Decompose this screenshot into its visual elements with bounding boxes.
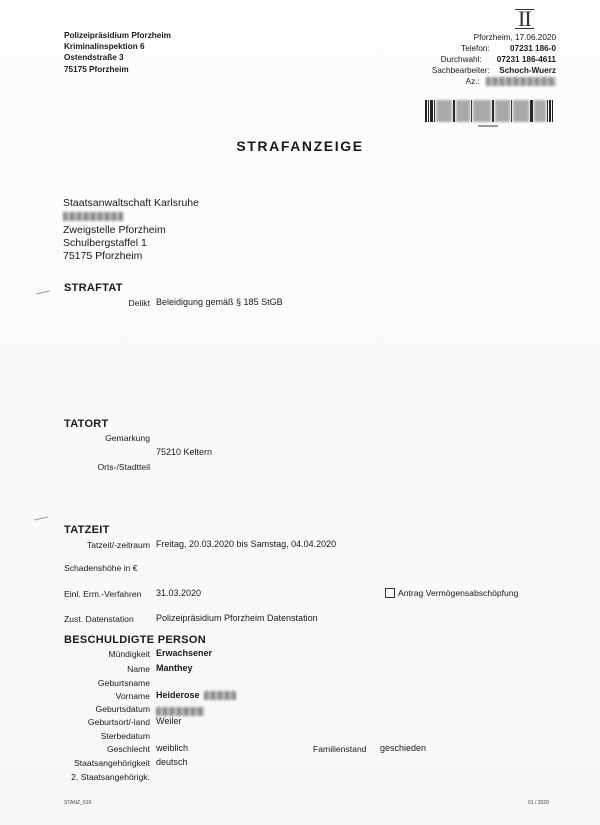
- geschlecht-label: Geschlecht: [107, 744, 150, 754]
- az-label: Az.:: [465, 77, 480, 86]
- sachbearbeiter-label: Sachbearbeiter:: [431, 66, 490, 75]
- ermittlungsverfahren-label: Einl. Erm.-Verfahren: [64, 589, 142, 599]
- geschlecht-value: weiblich: [156, 743, 189, 753]
- vorname-label: Vorname: [115, 691, 150, 701]
- tatzeit-label: Tatzeit/-zeitraum: [86, 540, 150, 550]
- recipient-line-redacted: [63, 210, 199, 223]
- form-id: STANZ_019: [64, 800, 92, 806]
- sterbedatum-label: Sterbedatum: [100, 731, 150, 741]
- redacted-vorname-part: [204, 691, 236, 700]
- durchwahl-label: Durchwahl:: [440, 55, 482, 64]
- telefon-label: Telefon:: [461, 44, 490, 53]
- muendigkeit-label: Mündigkeit: [108, 649, 150, 659]
- place-date: Pforzheim, 17.06.2020: [473, 33, 556, 42]
- familienstand-label: Familienstand: [313, 744, 367, 754]
- scan-mark: [36, 291, 50, 295]
- sender-line: 75175 Pforzheim: [64, 64, 129, 74]
- sachbearbeiter-value: Schoch-Wuerz: [499, 66, 556, 75]
- section-heading-tatzeit: TATZEIT: [64, 524, 110, 536]
- section-heading-beschuldigte: BESCHULDIGTE PERSON: [64, 634, 206, 646]
- staatsangehoerigkeit-value: deutsch: [156, 757, 188, 767]
- section-heading-tatort: TATORT: [64, 418, 109, 430]
- geburtsort-value: Weiler: [156, 716, 182, 726]
- datenstation-label: Zust. Datenstation: [64, 614, 134, 624]
- name-label: Name: [127, 664, 150, 674]
- recipient-line: Schulbergstaffel 1: [63, 236, 147, 249]
- staatsangehoerigkeit-label: Staatsangehörigkeit: [74, 758, 150, 768]
- barcode-redacted: [425, 100, 555, 122]
- familienstand-value: geschieden: [380, 743, 427, 753]
- barcode-caption: [478, 125, 498, 127]
- gemarkung-label: Gemarkung: [105, 433, 150, 443]
- gemarkung-value: 75210 Keltern: [156, 447, 213, 457]
- geburtsdatum-label: Geburtsdatum: [95, 704, 150, 714]
- zweite-staatsangehoerigkeit-label: 2. Staatsangehörigk.: [71, 772, 150, 782]
- telefon-value: 07231 186-0: [510, 44, 556, 53]
- delikt-label: Delikt: [128, 298, 150, 308]
- delikt-value: Beleidigung gemäß § 185 StGB: [156, 297, 283, 307]
- scan-mark: [34, 517, 48, 521]
- recipient-address: [63, 197, 199, 263]
- name-value: Manthey: [156, 663, 193, 673]
- redacted-az: [486, 77, 556, 86]
- vermoegensabschoepfung-checkbox[interactable]: [385, 588, 395, 598]
- handwritten-roman-numeral: II: [515, 6, 534, 32]
- datenstation-value: Polizeipräsidium Pforzheim Datenstation: [156, 613, 318, 623]
- geburtsort-label: Geburtsort/-land: [87, 717, 150, 727]
- tatzeit-value: Freitag, 20.03.2020 bis Samstag, 04.04.2020: [156, 539, 337, 549]
- sender-address: [64, 30, 171, 75]
- sender-line: Polizeipräsidium Pforzheim: [64, 31, 171, 40]
- recipient-line: Zweigstelle Pforzheim: [63, 223, 166, 236]
- ortsteil-label: Orts-/Stadtteil: [97, 462, 150, 472]
- ermittlungsverfahren-value: 31.03.2020: [156, 588, 202, 598]
- schadenshoehe-label: Schadenshöhe in €: [64, 563, 138, 573]
- form-version: 01 / 2020: [528, 800, 549, 806]
- section-heading-straftat: STRAFTAT: [64, 282, 123, 294]
- sender-line: Kriminalinspektion 6: [64, 42, 145, 52]
- vorname-value: Heiderose: [156, 690, 236, 700]
- muendigkeit-value: Erwachsener: [156, 648, 213, 658]
- sender-line: Ostendstraße 3: [64, 53, 124, 63]
- document-title: STRAFANZEIGE: [236, 138, 364, 154]
- geburtsname-label: Geburtsname: [97, 678, 150, 688]
- recipient-line: 75175 Pforzheim: [63, 250, 143, 263]
- durchwahl-value: 07231 186-4611: [496, 55, 556, 64]
- header-contact-block: [380, 32, 556, 92]
- recipient-line: Staatsanwaltschaft Karlsruhe: [63, 197, 199, 209]
- vermoegensabschoepfung-label: Antrag Vermögensabschöpfung: [398, 588, 519, 598]
